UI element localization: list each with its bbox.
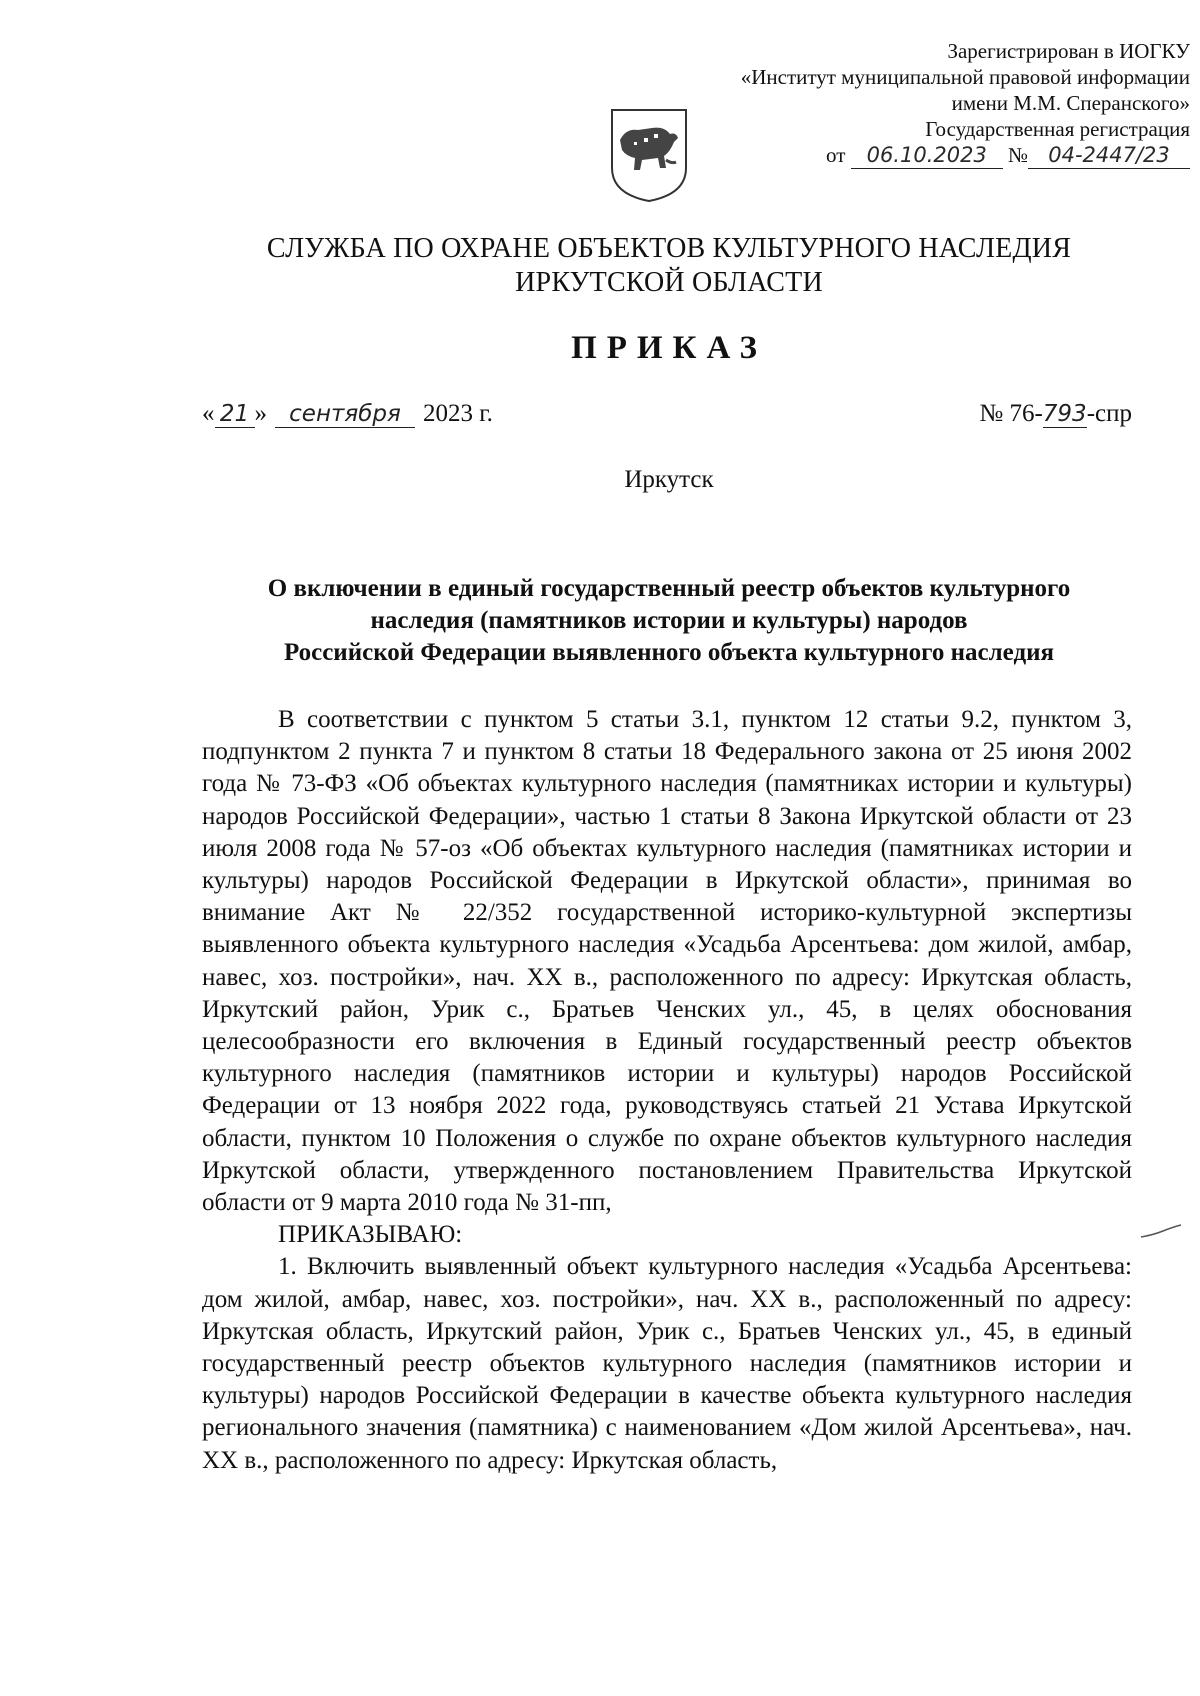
document-body <box>202 704 1132 1477</box>
registration-details <box>670 142 1190 169</box>
document-title-line-1: О включении в единый государственный реестр объектов культурного <box>267 575 1071 602</box>
registration-line-2: «Институт муниципальной правовой информации <box>740 65 1190 89</box>
date-month-handwritten: сентября <box>275 401 415 428</box>
organization-name-line-2: ИРКУТСКОЙ ОБЛАСТИ <box>515 267 823 298</box>
registration-number-handwritten: 04-2447/23 <box>1028 142 1190 169</box>
organization-name-line-1: СЛУЖБА ПО ОХРАНЕ ОБЪЕКТОВ КУЛЬТУРНОГО НАСЛЕДИЯ <box>266 233 1072 264</box>
registration-date-handwritten: 06.10.2023 <box>851 142 1003 169</box>
order-word: ПРИКАЗЫВАЮ: <box>278 1221 463 1249</box>
document-title-line-3: Российской Федерации выявленного объекта культурного наследия <box>283 639 1055 666</box>
date-year: 2023 г. <box>423 400 493 427</box>
document-title <box>170 573 1168 669</box>
date-day-handwritten: 21 <box>215 401 255 428</box>
order-number <box>979 400 1132 428</box>
order-details <box>202 400 1132 436</box>
preamble-paragraph: В соответствии с пунктом 5 статьи 3.1, пунктом 12 статьи 9.2, пунктом 3, подпунктом 2 пункта 7 и пунктом 8 статьи 18 Федерального закона от 25 июня 2002 года № 73-ФЗ «Об объектах культурного наследия (памятниках истории и культуры) народов Российской Федерации», частью 1 статьи 8 Закона Иркутской области от 23 июля 2008 года № 57-оз «Об объектах культурного наследия (памятниках истории и культуры) народов Российской Федерации в Иркутской области», принимая во внимание Акт № 22/352 государственной историко-культурной экспертизы выявленного объекта культурного наследия «Усадьба Арсентьева: дом жилой, амбар, навес, хоз. постройки», нач. XX в., расположенного по адресу: Иркутская область, Иркутский район, Урик с., Братьев Ченских ул., 45, в целях обоснования целесообразности его включения в Единый государственный реестр объектов культурного наследия (памятников истории и культуры) народов Российской Федерации от 13 ноября 2022 года, руководствуясь статьей 21 Устава Иркутской области, пунктом 10 Положения о службе по охране объектов культурного наследия Иркутской области, утвержденного постановлением Правительства Иркутской области от 9 марта 2010 года № 31-пп, <box>202 706 1132 1217</box>
registration-from-label: от <box>826 143 846 167</box>
registration-stamp <box>670 38 1190 169</box>
date-quote-open: « <box>202 400 215 427</box>
order-number-handwritten: 793 <box>1042 401 1087 427</box>
document-title-line-2: наследия (памятников истории и культуры) народов <box>370 607 968 634</box>
organization-name <box>0 232 1200 300</box>
order-number-prefix: № 76- <box>979 400 1043 427</box>
order-item-1: 1. Включить выявленный объект культурного наследия «Усадьба Арсентьева: дом жилой, амбар, навес, хоз. постройки», нач. XX в., расположенный по адресу: Иркутская область, Иркутский район, Урик с., Братьев Ченских ул., 45, в единый государственный реестр объектов культурного наследия (памятников истории и культуры) народов Российской Федерации в качестве объекта культурного наследия регионального значения (памятника) с наименованием «Дом жилой Арсентьева», нач. XX в., расположенного по адресу: Иркутская область, <box>202 1253 1132 1474</box>
document-type: ПРИКАЗ <box>571 330 767 366</box>
order-date <box>202 400 493 428</box>
registration-number-label: № <box>1007 143 1028 167</box>
date-quote-close: » <box>254 400 267 427</box>
registration-line-1: Зарегистрирован в ИОГКУ <box>947 39 1190 63</box>
order-number-suffix: -спр <box>1086 400 1132 427</box>
city: Иркутск <box>624 466 714 493</box>
pen-mark <box>1139 1223 1183 1241</box>
registration-line-3: имени М.М. Сперанского» <box>951 91 1190 115</box>
registration-line-4: Государственная регистрация <box>925 117 1190 141</box>
coat-of-arms-emblem <box>608 106 690 204</box>
